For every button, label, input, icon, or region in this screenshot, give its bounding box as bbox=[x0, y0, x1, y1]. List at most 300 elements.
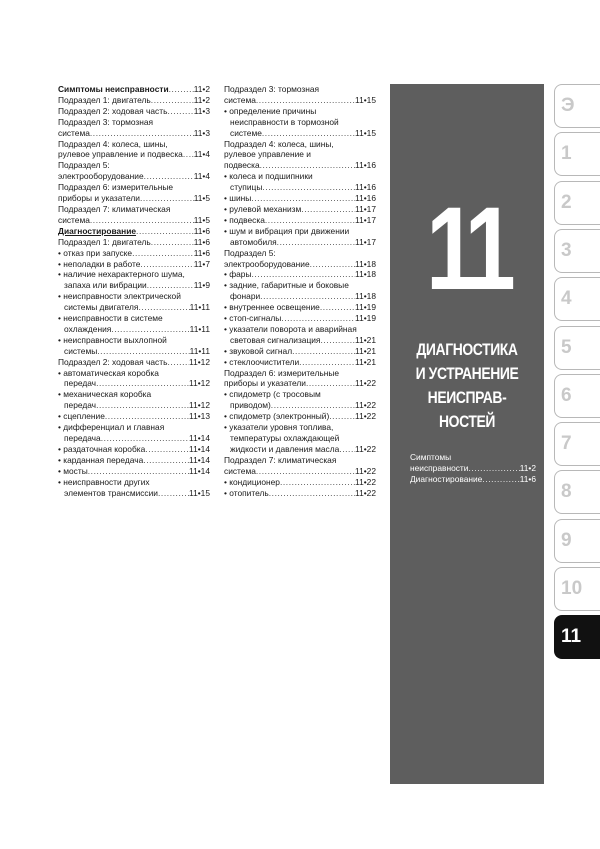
toc-entry-text: электрооборудование bbox=[58, 171, 144, 182]
toc-entry-line: • спидометр (с тросовым bbox=[224, 389, 321, 400]
toc-page-number: 11•5 bbox=[193, 193, 210, 204]
toc-dot-leader bbox=[310, 259, 355, 270]
toc-entry-text: система bbox=[58, 214, 90, 225]
toc-entry-text: система bbox=[58, 127, 90, 138]
toc-entry-line bbox=[58, 128, 210, 139]
chapter-title-line: НЕИСПРАВ- bbox=[427, 388, 507, 407]
toc-entry-line: Подраздел 5: bbox=[58, 160, 110, 171]
toc-entry-text: • звуковой сигнал bbox=[224, 345, 293, 356]
toc-entry-line: Симптомы bbox=[410, 452, 452, 462]
toc-entry-text: электрооборудование bbox=[224, 258, 310, 269]
toc-entry-line bbox=[58, 95, 210, 106]
toc-page-number: 11•17 bbox=[355, 236, 376, 247]
toc-entry[interactable] bbox=[58, 259, 210, 270]
toc-entry-line bbox=[58, 237, 210, 248]
toc-page-number: 11•22 bbox=[355, 378, 376, 389]
toc-entry-line: • наличие нехарактерного шума, bbox=[58, 269, 185, 280]
toc-entry-line: • задние, габаритные и боковые bbox=[224, 280, 349, 291]
toc-entry[interactable] bbox=[224, 422, 376, 455]
toc-entry[interactable] bbox=[58, 106, 210, 117]
toc-entry-text: приборы и указатели bbox=[58, 193, 140, 204]
toc-dot-leader bbox=[96, 400, 189, 411]
toc-entry-line bbox=[58, 193, 210, 204]
toc-entry[interactable] bbox=[224, 411, 376, 422]
toc-entry-line: • неисправности электрической bbox=[58, 291, 181, 302]
toc-entry-line bbox=[224, 400, 376, 411]
toc-entry-text: фонари bbox=[230, 291, 261, 302]
toc-dot-leader bbox=[320, 335, 355, 346]
toc-page-number: 11•3 bbox=[193, 127, 210, 138]
chapter-tab[interactable]: Э bbox=[554, 84, 600, 128]
toc-page-number: 11•6 bbox=[193, 225, 210, 236]
toc-entry-text: • стеклоочистители bbox=[224, 356, 300, 367]
toc-page-number: 11•22 bbox=[355, 411, 376, 422]
toc-page-number: 11•16 bbox=[355, 160, 376, 171]
toc-entry-line: • шум и вибрация при движении bbox=[224, 225, 350, 236]
toc-entry[interactable] bbox=[224, 215, 376, 226]
toc-entry[interactable] bbox=[224, 269, 376, 280]
toc-entry[interactable] bbox=[224, 389, 376, 411]
toc-page-number: 11•17 bbox=[355, 214, 376, 225]
toc-entry-line bbox=[58, 248, 210, 259]
toc-entry-text: системы bbox=[64, 345, 98, 356]
toc-entry-line: • указатели поворота и аварийная bbox=[224, 323, 357, 334]
toc-page-number: 11•15 bbox=[189, 487, 210, 498]
toc-entry[interactable] bbox=[410, 452, 536, 474]
toc-entry-text: • отопитель bbox=[224, 487, 269, 498]
chapter-tab[interactable]: 6 bbox=[554, 374, 600, 418]
toc-dot-leader bbox=[482, 474, 519, 485]
toc-entry-line bbox=[224, 313, 376, 324]
toc-entry-text: передач bbox=[64, 400, 97, 411]
toc-entry-line: • колеса и подшипники bbox=[224, 171, 313, 182]
toc-page-number: 11•11 bbox=[189, 323, 210, 334]
toc-dot-leader bbox=[101, 433, 189, 444]
toc-page-number: 11•11 bbox=[189, 302, 210, 313]
toc-dot-leader bbox=[320, 302, 355, 313]
toc-dot-leader bbox=[262, 128, 355, 139]
toc-page-number: 11•18 bbox=[355, 258, 376, 269]
toc-entry-line: • неисправности выхлопной bbox=[58, 334, 167, 345]
toc-entry[interactable] bbox=[224, 313, 376, 324]
toc-entry-line bbox=[224, 346, 376, 357]
toc-entry-line bbox=[224, 182, 376, 193]
toc-entry[interactable] bbox=[224, 139, 376, 172]
toc-dot-leader bbox=[138, 302, 189, 313]
toc-dot-leader bbox=[136, 226, 194, 237]
toc-entry-line bbox=[224, 378, 376, 389]
toc-page-number: 11•3 bbox=[193, 105, 210, 116]
toc-entry[interactable] bbox=[58, 389, 210, 411]
toc-dot-leader bbox=[132, 248, 194, 259]
toc-entry-text: Диагностирование bbox=[58, 225, 137, 236]
toc-entry-text: система bbox=[224, 465, 256, 476]
toc-dot-leader bbox=[97, 346, 189, 357]
toc-entry[interactable] bbox=[58, 117, 210, 139]
toc-page-number: 11•6 bbox=[519, 473, 536, 484]
toc-page-number: 11•21 bbox=[355, 334, 376, 345]
toc-page-number: 11•6 bbox=[193, 236, 210, 247]
toc-entry-text: • внутреннее освещение bbox=[224, 302, 320, 313]
toc-entry[interactable] bbox=[58, 269, 210, 291]
chapter-title-line: И УСТРАНЕНИЕ bbox=[415, 364, 519, 383]
toc-entry-line bbox=[58, 171, 210, 182]
toc-entry-text: Подраздел 1: двигатель bbox=[58, 236, 151, 247]
toc-entry[interactable] bbox=[224, 226, 376, 248]
toc-dot-leader bbox=[280, 477, 355, 488]
toc-page-number: 11•16 bbox=[355, 193, 376, 204]
toc-page-number: 11•13 bbox=[189, 411, 210, 422]
toc-entry-line bbox=[224, 357, 376, 368]
toc-entry-line: • механическая коробка bbox=[58, 389, 152, 400]
toc-entry-line: температуры охлаждающей bbox=[230, 433, 340, 443]
toc-entry-text: Подраздел 2: ходовая часть bbox=[58, 105, 168, 116]
toc-entry-line bbox=[58, 280, 210, 291]
toc-entry-line: Подраздел 6: измерительные bbox=[224, 367, 339, 378]
toc-page-number: 11•5 bbox=[193, 214, 210, 225]
toc-entry-text: • спидометр (электронный) bbox=[224, 411, 330, 422]
toc-entry-line bbox=[58, 444, 210, 455]
toc-entry-line bbox=[224, 269, 376, 280]
toc-entry-line bbox=[224, 335, 376, 346]
toc-entry-line bbox=[58, 357, 210, 368]
toc-dot-leader bbox=[167, 106, 193, 117]
toc-dot-leader bbox=[271, 400, 355, 411]
toc-entry[interactable] bbox=[224, 280, 376, 302]
toc-entry-text: автомобиля bbox=[230, 236, 277, 247]
toc-dot-leader bbox=[329, 411, 355, 422]
toc-entry-line bbox=[410, 474, 536, 485]
toc-entry-text: рулевое управление и подвеска bbox=[58, 149, 183, 160]
toc-entry-text: запаха или вибрации bbox=[64, 280, 147, 291]
toc-entry-text: световая сигнализация bbox=[230, 334, 321, 345]
toc-entry-line: • неисправности в системе bbox=[58, 313, 163, 324]
toc-page-number: 11•22 bbox=[355, 443, 376, 454]
toc-entry-text: • неполадки в работе bbox=[58, 258, 141, 269]
toc-dot-leader bbox=[256, 95, 355, 106]
toc-entry-line bbox=[224, 215, 376, 226]
toc-dot-leader bbox=[301, 204, 355, 215]
toc-entry-text: • фары bbox=[224, 269, 252, 280]
toc-dot-leader bbox=[468, 463, 519, 474]
toc-entry[interactable] bbox=[58, 368, 210, 390]
toc-entry-line: Подраздел 5: bbox=[224, 247, 276, 258]
toc-entry-line bbox=[224, 477, 376, 488]
toc-page-number: 11•22 bbox=[355, 487, 376, 498]
toc-entry-text: • стоп-сигналы bbox=[224, 313, 282, 324]
chapter-panel bbox=[390, 84, 544, 784]
toc-entry-line: Подраздел 3: тормозная bbox=[224, 84, 320, 94]
toc-page-number: 11•15 bbox=[355, 94, 376, 105]
chapter-tab[interactable]: 5 bbox=[554, 326, 600, 370]
toc-page-number: 11•2 bbox=[193, 94, 210, 105]
toc-entry[interactable] bbox=[224, 455, 376, 477]
toc-column-left bbox=[58, 84, 210, 498]
toc-entry-line bbox=[410, 463, 536, 474]
toc-page-number: 11•4 bbox=[193, 149, 210, 160]
toc-dot-leader bbox=[183, 149, 194, 160]
toc-entry-text: Подраздел 1: двигатель bbox=[58, 94, 151, 105]
toc-entry[interactable] bbox=[58, 411, 210, 422]
toc-entry-text: • раздаточная коробка bbox=[58, 443, 146, 454]
toc-dot-leader bbox=[151, 95, 194, 106]
toc-entry[interactable] bbox=[58, 204, 210, 226]
chapter-title-line: НОСТЕЙ bbox=[438, 412, 495, 431]
toc-dot-leader bbox=[167, 357, 189, 368]
toc-entry-line bbox=[58, 400, 210, 411]
toc-entry[interactable] bbox=[58, 335, 210, 357]
toc-page-number: 11•7 bbox=[193, 258, 210, 269]
toc-entry[interactable] bbox=[58, 95, 210, 106]
toc-dot-leader bbox=[169, 84, 194, 95]
toc-entry[interactable] bbox=[224, 346, 376, 357]
toc-entry-line: Подраздел 3: тормозная bbox=[58, 116, 154, 127]
toc-dot-leader bbox=[277, 237, 355, 248]
toc-page-number: 11•2 bbox=[193, 84, 210, 94]
toc-entry[interactable] bbox=[410, 474, 536, 485]
toc-entry[interactable] bbox=[58, 455, 210, 466]
toc-entry[interactable] bbox=[224, 106, 376, 139]
toc-entry[interactable] bbox=[224, 171, 376, 193]
toc-dot-leader bbox=[256, 466, 355, 477]
chapter-title bbox=[404, 338, 530, 434]
toc-dot-leader bbox=[90, 128, 194, 139]
toc-entry-text: элементов трансмиссии bbox=[64, 487, 158, 498]
toc-entry-line bbox=[224, 444, 376, 455]
toc-page-number: 11•22 bbox=[355, 400, 376, 411]
toc-entry-text: • карданная передача bbox=[58, 454, 144, 465]
toc-entry[interactable] bbox=[58, 466, 210, 477]
toc-entry[interactable] bbox=[58, 182, 210, 204]
toc-entry-line: Подраздел 7: климатическая bbox=[224, 454, 337, 465]
toc-dot-leader bbox=[281, 313, 355, 324]
toc-entry[interactable] bbox=[58, 357, 210, 368]
toc-entry[interactable] bbox=[58, 248, 210, 259]
toc-dot-leader bbox=[158, 488, 189, 499]
toc-entry-text: Подраздел 2: ходовая часть bbox=[58, 356, 168, 367]
toc-dot-leader bbox=[260, 291, 355, 302]
toc-page-number: 11•17 bbox=[355, 203, 376, 214]
toc-dot-leader bbox=[265, 215, 355, 226]
chapter-tab[interactable]: 8 bbox=[554, 470, 600, 514]
toc-dot-leader bbox=[339, 444, 355, 455]
toc-entry-line bbox=[224, 128, 376, 139]
toc-entry-line bbox=[224, 95, 376, 106]
toc-dot-leader bbox=[269, 488, 355, 499]
toc-page-number: 11•21 bbox=[355, 356, 376, 367]
toc-entry[interactable] bbox=[224, 204, 376, 215]
toc-page-number: 11•16 bbox=[355, 182, 376, 193]
toc-page-number: 11•14 bbox=[189, 443, 210, 454]
toc-dot-leader bbox=[140, 193, 194, 204]
toc-entry-line: Подраздел 4: колеса, шины, bbox=[224, 138, 334, 149]
chapter-tab[interactable]: 9 bbox=[554, 519, 600, 563]
toc-entry[interactable] bbox=[58, 237, 210, 248]
toc-dot-leader bbox=[144, 171, 194, 182]
toc-entry-line bbox=[224, 411, 376, 422]
toc-dot-leader bbox=[105, 411, 189, 422]
toc-entry-line bbox=[58, 84, 210, 95]
chapter-number: 11 bbox=[426, 183, 508, 315]
toc-page-number: 11•11 bbox=[189, 345, 210, 356]
toc-dot-leader bbox=[147, 280, 194, 291]
toc-entry-line bbox=[58, 302, 210, 313]
chapter-title-line: ДИАГНОСТИКА bbox=[416, 340, 518, 359]
toc-dot-leader bbox=[292, 346, 355, 357]
toc-entry[interactable] bbox=[224, 248, 376, 270]
toc-entry-text: системы двигателя bbox=[64, 302, 139, 313]
toc-entry-line bbox=[224, 259, 376, 270]
toc-entry-text: жидкости и давления масла bbox=[230, 443, 340, 454]
toc-entry-line bbox=[224, 193, 376, 204]
toc-entry-line bbox=[58, 346, 210, 357]
toc-entry-text: приводом) bbox=[230, 400, 271, 411]
toc-dot-leader bbox=[299, 357, 355, 368]
toc-dot-leader bbox=[96, 378, 189, 389]
toc-entry-line bbox=[58, 259, 210, 270]
toc-entry-line: Подраздел 4: колеса, шины, bbox=[58, 138, 168, 149]
toc-page-number: 11•21 bbox=[355, 345, 376, 356]
toc-entry-line bbox=[224, 237, 376, 248]
toc-page-number: 11•2 bbox=[519, 462, 536, 473]
toc-entry-text: • шины bbox=[224, 193, 252, 204]
toc-entry-text: Диагностирование bbox=[410, 473, 483, 484]
toc-entry[interactable] bbox=[58, 84, 210, 95]
toc-entry-line bbox=[58, 488, 210, 499]
toc-entry[interactable] bbox=[224, 324, 376, 346]
toc-entry-text: Симптомы неисправности bbox=[58, 84, 169, 94]
toc-page-number: 11•14 bbox=[189, 433, 210, 443]
toc-entry-line bbox=[58, 455, 210, 466]
toc-dot-leader bbox=[251, 193, 355, 204]
toc-page-number: 11•12 bbox=[189, 400, 210, 411]
toc-entry-line bbox=[58, 106, 210, 117]
toc-entry-line bbox=[58, 226, 210, 237]
toc-entry-line bbox=[224, 160, 376, 171]
toc-page-number: 11•9 bbox=[193, 280, 210, 291]
toc-entry-line bbox=[58, 215, 210, 226]
toc-entry-text: • сцепление bbox=[58, 411, 105, 422]
chapter-sub-toc bbox=[410, 452, 536, 485]
toc-dot-leader bbox=[145, 444, 189, 455]
toc-entry-text: неисправности bbox=[410, 462, 469, 473]
toc-entry-text: • подвеска bbox=[224, 214, 265, 225]
chapter-tab[interactable]: 3 bbox=[554, 229, 600, 273]
toc-dot-leader bbox=[306, 378, 355, 389]
toc-entry[interactable] bbox=[224, 84, 376, 106]
toc-page-number: 11•18 bbox=[355, 269, 376, 280]
toc-entry[interactable] bbox=[224, 357, 376, 368]
toc-dot-leader bbox=[262, 182, 355, 193]
toc-page-number: 11•18 bbox=[355, 291, 376, 302]
toc-page-number: 11•12 bbox=[189, 378, 210, 389]
toc-entry-text: системе bbox=[230, 127, 262, 138]
chapter-tab[interactable]: 11 bbox=[554, 615, 600, 659]
toc-dot-leader bbox=[88, 466, 189, 477]
toc-page-number: 11•12 bbox=[189, 356, 210, 367]
toc-entry-text: система bbox=[224, 94, 256, 105]
toc-entry-text: • кондиционер bbox=[224, 476, 280, 487]
toc-entry-line: • автоматическая коробка bbox=[58, 367, 159, 378]
toc-page-number: 11•22 bbox=[355, 465, 376, 476]
toc-page-number: 11•15 bbox=[355, 127, 376, 138]
toc-entry-line: неисправности в тормозной bbox=[230, 116, 339, 127]
toc-page-number: 11•4 bbox=[193, 171, 210, 182]
toc-entry-line bbox=[224, 488, 376, 499]
toc-entry-line: рулевое управление и bbox=[224, 149, 311, 160]
toc-entry-line bbox=[224, 204, 376, 215]
toc-entry[interactable] bbox=[58, 477, 210, 499]
toc-entry-line: Подраздел 7: климатическая bbox=[58, 203, 171, 214]
toc-entry-line bbox=[58, 466, 210, 477]
toc-entry-line bbox=[224, 291, 376, 302]
toc-entry[interactable] bbox=[58, 444, 210, 455]
toc-entry-line bbox=[224, 466, 376, 477]
toc-dot-leader bbox=[140, 259, 193, 270]
toc-page-number: 11•14 bbox=[189, 465, 210, 476]
toc-entry-line bbox=[58, 324, 210, 335]
toc-entry-line bbox=[58, 149, 210, 160]
toc-dot-leader bbox=[143, 455, 189, 466]
toc-entry-line: • определение причины bbox=[224, 105, 317, 116]
toc-entry-line: • дифференциал и главная bbox=[58, 422, 165, 433]
chapter-tab[interactable]: 2 bbox=[554, 181, 600, 225]
toc-page-number: 11•6 bbox=[193, 247, 210, 258]
toc-entry[interactable] bbox=[58, 139, 210, 161]
toc-page-number: 11•19 bbox=[355, 313, 376, 324]
toc-entry[interactable] bbox=[224, 193, 376, 204]
toc-entry-line: • указатели уровня топлива, bbox=[224, 422, 334, 433]
toc-page-number: 11•14 bbox=[189, 454, 210, 465]
toc-entry-text: передача bbox=[64, 433, 101, 443]
toc-entry-line: Подраздел 6: измерительные bbox=[58, 182, 173, 193]
toc-entry-line bbox=[58, 411, 210, 422]
toc-entry-text: • мосты bbox=[58, 465, 88, 476]
toc-entry-text: подвеска bbox=[224, 160, 260, 171]
toc-dot-leader bbox=[151, 237, 194, 248]
toc-entry-text: охлаждения bbox=[64, 323, 112, 334]
toc-entry-text: • отказ при запуске bbox=[58, 247, 133, 258]
toc-entry[interactable] bbox=[58, 291, 210, 313]
toc-dot-leader bbox=[90, 215, 194, 226]
toc-dot-leader bbox=[111, 324, 189, 335]
toc-entry[interactable] bbox=[224, 368, 376, 390]
toc-entry[interactable] bbox=[224, 477, 376, 488]
toc-entry-line bbox=[58, 433, 210, 444]
toc-page-number: 11•19 bbox=[355, 302, 376, 313]
chapter-tab[interactable]: 10 bbox=[554, 567, 600, 611]
toc-entry-line bbox=[224, 302, 376, 313]
toc-page-number: 11•22 bbox=[355, 476, 376, 487]
toc-entry-text: приборы и указатели bbox=[224, 378, 306, 389]
toc-entry-text: • рулевой механизм bbox=[224, 203, 302, 214]
toc-dot-leader bbox=[260, 160, 355, 171]
toc-dot-leader bbox=[252, 269, 356, 280]
toc-entry-text: передач bbox=[64, 378, 97, 389]
toc-entry-line: • неисправности других bbox=[58, 476, 150, 487]
chapter-tab[interactable]: 4 bbox=[554, 277, 600, 321]
chapter-tab[interactable]: 1 bbox=[554, 132, 600, 176]
toc-entry[interactable] bbox=[58, 226, 210, 237]
toc-entry[interactable] bbox=[58, 313, 210, 335]
toc-entry[interactable] bbox=[224, 488, 376, 499]
toc-entry[interactable] bbox=[58, 160, 210, 182]
toc-column-right bbox=[224, 84, 376, 498]
toc-entry[interactable] bbox=[224, 302, 376, 313]
toc-entry[interactable] bbox=[58, 422, 210, 444]
toc-entry-text: ступицы bbox=[230, 182, 263, 193]
chapter-tab[interactable]: 7 bbox=[554, 422, 600, 466]
